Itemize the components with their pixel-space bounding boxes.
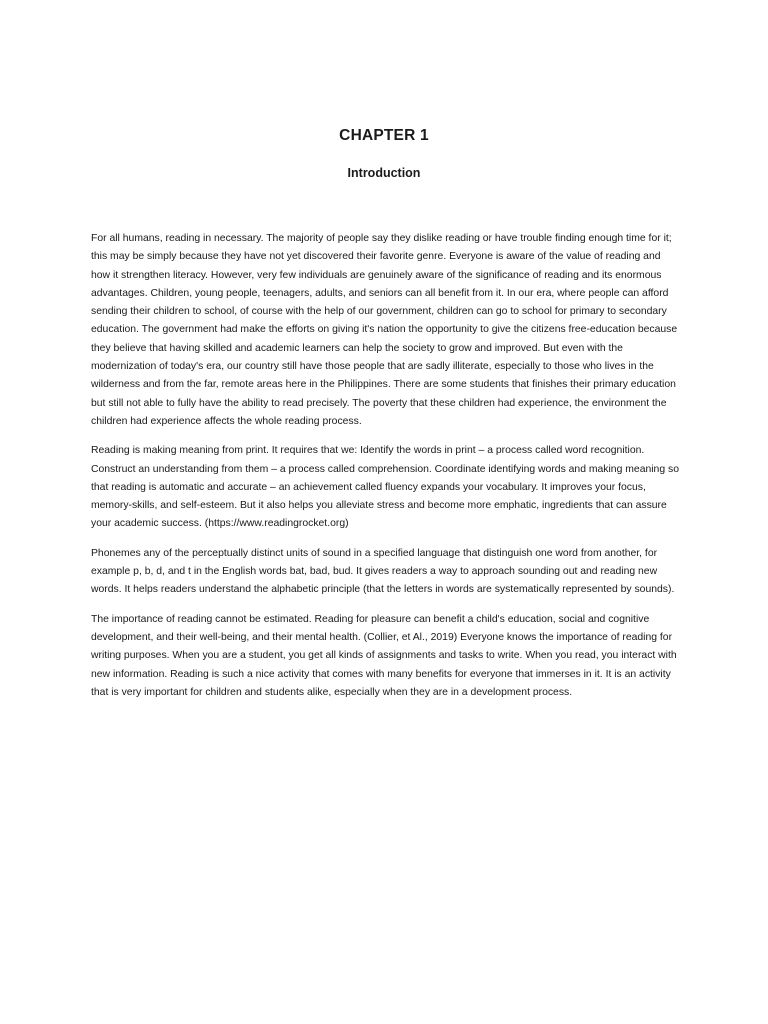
chapter-title: CHAPTER 1 [339,127,429,144]
paragraph-2: Reading is making meaning from print. It requires that we: Identify the words in print – a process called word recognition. Construct an understanding from them – a process called comprehension. Coordinate identifying words and making meaning so that reading is automatic and accurate – an achievement called fluency expands your vocabulary. It improves your focus, memory-skills, and self-esteem. But it also helps you alleviate stress and become more emphatic, ingredients that can assure your academic success. (https://www.readingrocket.org) [91,445,679,530]
paragraph-3: Phonemes any of the perceptually distinct units of sound in a specified language that distinguish one word from another, for example p, b, d, and t in the English words bat, bad, bud. It gives readers a way to approach sounding out and reading new words. It helps readers understand the alphabetic principle (that the letters in words are systematically represented by sounds). [91,547,675,596]
body-text [91,230,679,713]
paragraph-1: For all humans, reading in necessary. The majority of people say they dislike reading or have trouble finding enough time for it; this may be simply because they have not yet discovered their favorite genre. Everyone is aware of the value of reading and how it strengthen literacy. However, very few individuals are genuinely aware of the significance of reading and its enormous advantages. Children, young people, teenagers, adults, and seniors can all benefit from it. In our era, where people can afford sending their children to school, of course with the help of our government, children can go to school for primary to secondary education. The government had make the efforts on giving it's nation the opportunity to give the citizens free-education because they believe that having skilled and academic learners can help the society to grow and improved. But even with the modernization of today's era, our country still have those people that are sadly illiterate, especially to those who lives in the wilderness and from the far, remote areas here in the Philippines. There are some students that finishes their primary education but still not able to fully have the ability to read precisely. The poverty that these children had experience, the environment the children had experience affects the whole reading process. [91,233,678,427]
paragraph-4: The importance of reading cannot be estimated. Reading for pleasure can benefit a child's education, social and cognitive development, and their well-being, and their mental health. (Collier, et Al., 2019) Everyone knows the importance of reading for writing purposes. When you are a student, you get all kinds of assignments and tasks to write. When you read, you interact with new information. Reading is such a nice activity that comes with many benefits for everyone that immerses in it. It is an activity that is very important for children and students alike, especially when they are in a development process. [91,613,677,698]
section-title: Introduction [347,166,421,180]
